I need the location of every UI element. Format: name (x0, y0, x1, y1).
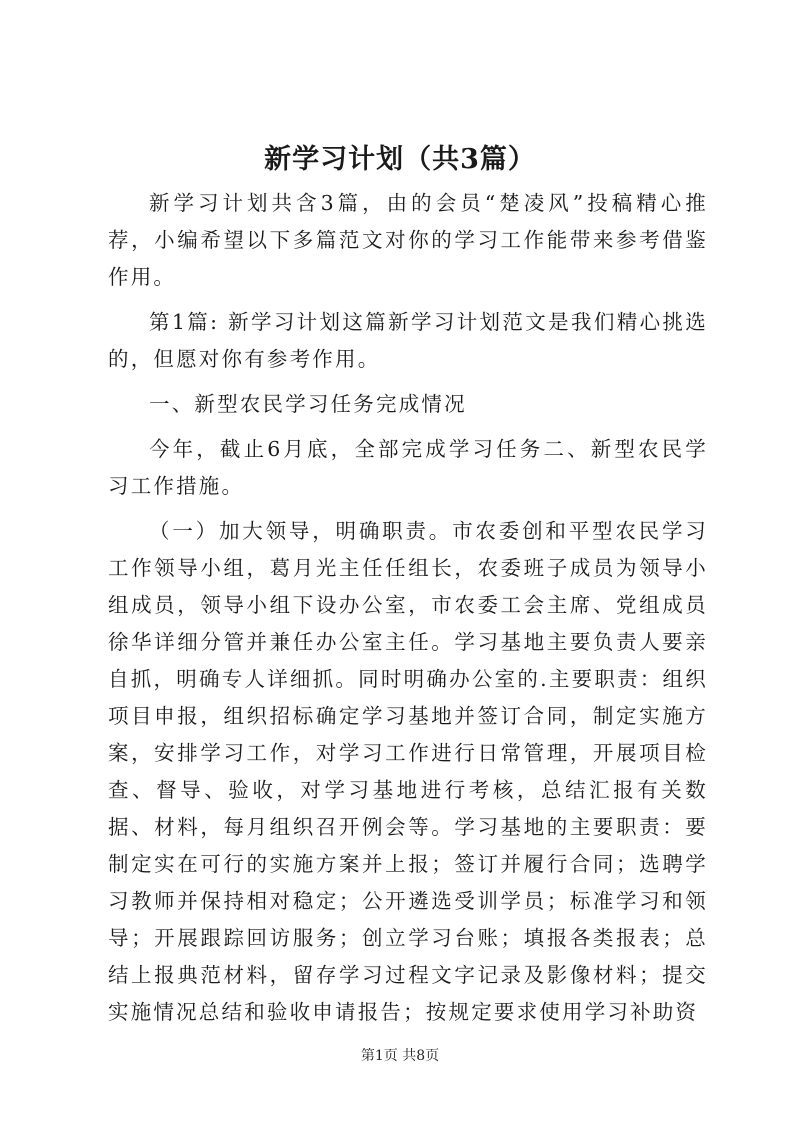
document-title: 新学习计划（共3篇） (264, 144, 536, 175)
body-paragraph-2: （一）加大领导，明确职责。市农委创和平型农民学习工作领导小组，葛月光主任任组长，农委班子成员为领导小组成员，领导小组下设办公室，市农委工会主席、党组成员徐华详细分管并兼任办公室主任。学习基地主要负责人要亲自抓，明确专人详细抓。同时明确办公室的.主要职责：组织项目申报，组织招标确定学习基地并签订合同，制定实施方案，安排学习工作，对学习工作进行日常管理，开展项目检查、督导、验收，对学习基地进行考核，总结汇报有关数据、材料，每月组织召开例会等。学习基地的主要职责：要制定实在可行的实施方案并上报；签订并履行合同；选聘学习教师并保持相对稳定；公开遴选受训学员；标准学习和领导；开展跟踪回访服务；创立学习台账；填报各类报表；总结上报典范材料，留存学习过程文字记录及影像材料；提交实施情况总结和验收申请报告；按规定要求使用学习补助资 (108, 519, 708, 1024)
section-paragraph-1: 第1篇: 新学习计划这篇新学习计划范文是我们精心挑选的，但愿对你有参考作用。 (108, 310, 708, 371)
intro-paragraph: 新学习计划共含3篇，由的会员“楚凌风”投稿精心推荐，小编希望以下多篇范文对你的学习工作能带来参考借鉴作用。 (108, 191, 708, 289)
heading-paragraph-1: 一、新型农民学习任务完成情况 (149, 392, 467, 416)
page-footer: 第1页 共8页 (360, 1048, 440, 1064)
document-body (108, 185, 708, 1039)
body-paragraph-1: 今年，截止6月底，全部完成学习任务二、新型农民学习工作措施。 (108, 437, 708, 498)
